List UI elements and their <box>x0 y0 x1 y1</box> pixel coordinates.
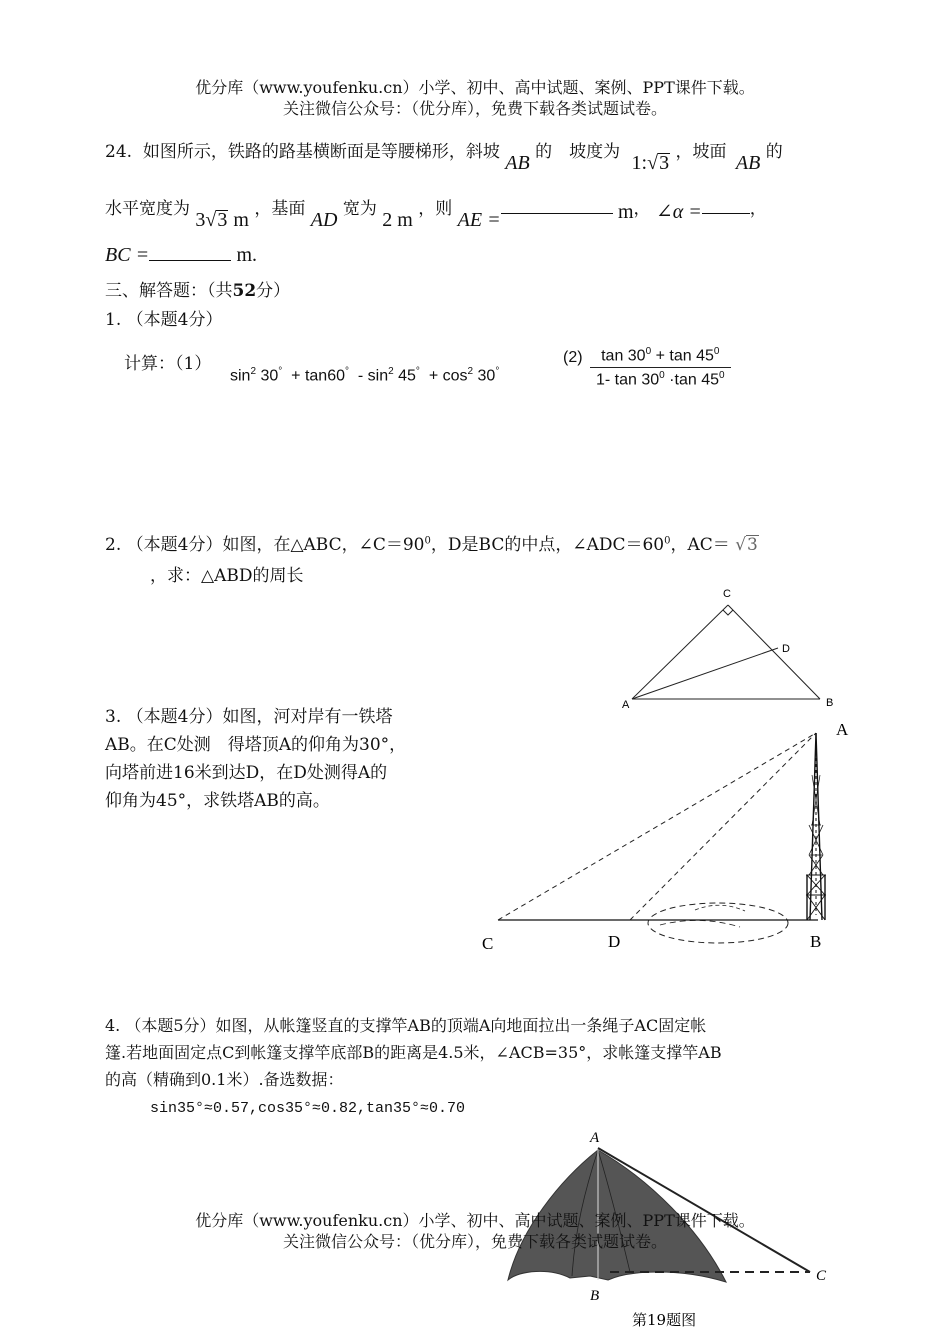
p3-tower-figure <box>470 715 860 960</box>
p2-root: √3 <box>735 535 758 555</box>
section-3-title: 三、解答题：（共52分） <box>105 281 291 301</box>
page-footer <box>0 1210 950 1252</box>
q24-bc-unit: m. <box>236 244 258 266</box>
p4-line-2: 篷.若地面固定点C到帐篷支撑竿底部B的距离是4.5米，∠ACB=35°，求帐篷支撑竿AB <box>105 1043 722 1062</box>
p2-side-cb <box>728 605 820 699</box>
q24-number: 24. <box>105 142 133 162</box>
p1-expr-1: $\sin^2 30^\circ + \tan 60^\circ - \sin^2 45^\circ + \cos^2 30^\circ$ <box>230 366 500 385</box>
p2-line-1: 2. （本题4分）如图，在△ABC，$\angle C=90^0$，D是BC的中点，$\angle ADC=60^0$，AC＝ √3 <box>105 535 758 555</box>
p3-line-2: AB。在C处测 得塔顶A的仰角为30°， <box>105 735 407 755</box>
q24-ae: AE = <box>457 209 501 231</box>
q24-text-f: ，基面 <box>254 199 306 219</box>
footer-line-2: 关注微信公众号：（优分库），免费下载各类试题试卷。 <box>282 1232 667 1251</box>
p2-triangle-figure <box>610 585 840 715</box>
p3-tower <box>806 733 826 920</box>
p2-label-d: D <box>782 643 790 655</box>
q24-ae-unit: m <box>617 201 634 223</box>
p2-label-b: B <box>826 697 834 709</box>
q24-ab: AB <box>505 152 530 174</box>
page-header <box>0 77 950 119</box>
p1-expr-2 <box>590 346 731 390</box>
p4-caption: 第19题图 <box>632 1311 697 1329</box>
p3-label-c: C <box>482 934 494 953</box>
p2-label-c: C <box>723 588 731 600</box>
p1-label: 1. （本题4分） <box>105 310 223 330</box>
q24-width: 3√3 m <box>195 209 249 231</box>
p2-segment-ad <box>632 648 778 699</box>
p3-sightline-c <box>498 733 816 920</box>
p4-line-1: 4. （本题5分）如图，从帐篷竖直的支撑竿AB的顶端A向地面拉出一条绳子AC固定帐 <box>105 1016 707 1035</box>
p4-text <box>105 1012 722 1093</box>
p4-label-c: C <box>816 1268 827 1284</box>
p2-line-2: ，求：△ABD的周长 <box>150 566 304 586</box>
q24-text-e: 水平宽度为 <box>105 199 190 219</box>
q24-angle-blank[interactable] <box>702 199 750 214</box>
q24-ratio: 1:√3 <box>631 152 670 174</box>
p3-line-3: 向塔前进16米到达D，在D处测得A的 <box>105 763 388 783</box>
p3-line-4: 仰角为45°，求铁塔AB的高。 <box>105 791 330 811</box>
q24-angle: ∠α = <box>655 201 702 223</box>
p1-part-2-label: (2) <box>563 349 583 366</box>
p2-right-angle-mark <box>723 610 733 615</box>
footer-line-1: 优分库（www.youfenku.cn）小学、初中、高中试题、案例、PPT课件下载。 <box>195 1211 755 1230</box>
q24-ae-blank[interactable] <box>501 199 613 214</box>
p4-reference-data: sin35°≈0.57,cos35°≈0.82,tan35°≈0.70 <box>150 1100 466 1117</box>
p4-label-a: A <box>590 1130 600 1146</box>
p4-line-3: 的高（精确到0.1米）.备选数据： <box>105 1070 344 1089</box>
q24-ab-2: AB <box>735 152 761 174</box>
header-line-1: 优分库（www.youfenku.cn）小学、初中、高中试题、案例、PPT课件下载。 <box>195 78 755 97</box>
q24-bc: BC = <box>105 244 150 266</box>
q24-text-g: 宽为 <box>342 199 377 219</box>
q24-text-c: ，坡面 <box>675 142 727 162</box>
p2-side-ac <box>632 605 728 699</box>
q24-text-d: 的 <box>765 142 783 162</box>
q24-text-h: ，则 <box>418 199 453 219</box>
p3-line-1: 3. （本题4分）如图，河对岸有一铁塔 <box>105 707 393 727</box>
p1-expr-2-denominator: 1- $\tan 30^0 \cdot\tan$ $45^0$ <box>596 370 725 389</box>
q24-ad: AD <box>310 209 338 231</box>
q24-line-1 <box>105 137 783 174</box>
p3-label-d: D <box>608 932 621 951</box>
p2-label-a: A <box>622 699 630 711</box>
p1-expr-2-numerator: $\tan 30^0 + \tan 45^0$ <box>590 346 731 368</box>
q24-bc-blank[interactable] <box>149 246 231 261</box>
p1-calc-label: 计算：（1） <box>124 354 212 374</box>
q24-text-a: 如图所示，铁路的路基横断面是等腰梯形，斜坡 <box>142 142 500 162</box>
p3-river <box>648 903 788 943</box>
q24-line-2: 水平宽度为 3√3 m ，基面 AD 宽为 2 m ，则 AE = m， ∠α = ， <box>105 199 767 231</box>
p3-sightline-d <box>630 733 816 920</box>
p4-label-b: B <box>590 1288 600 1304</box>
q24-text-b: 的 坡度为 <box>535 142 621 162</box>
header-line-2: 关注微信公众号：（优分库），免费下载各类试题试卷。 <box>282 99 667 118</box>
p3-text <box>105 703 406 815</box>
q24-line-3 <box>105 244 257 267</box>
p3-label-a: A <box>836 720 849 739</box>
p3-label-b: B <box>810 932 822 951</box>
q24-ad-value: 2 m <box>382 209 413 231</box>
